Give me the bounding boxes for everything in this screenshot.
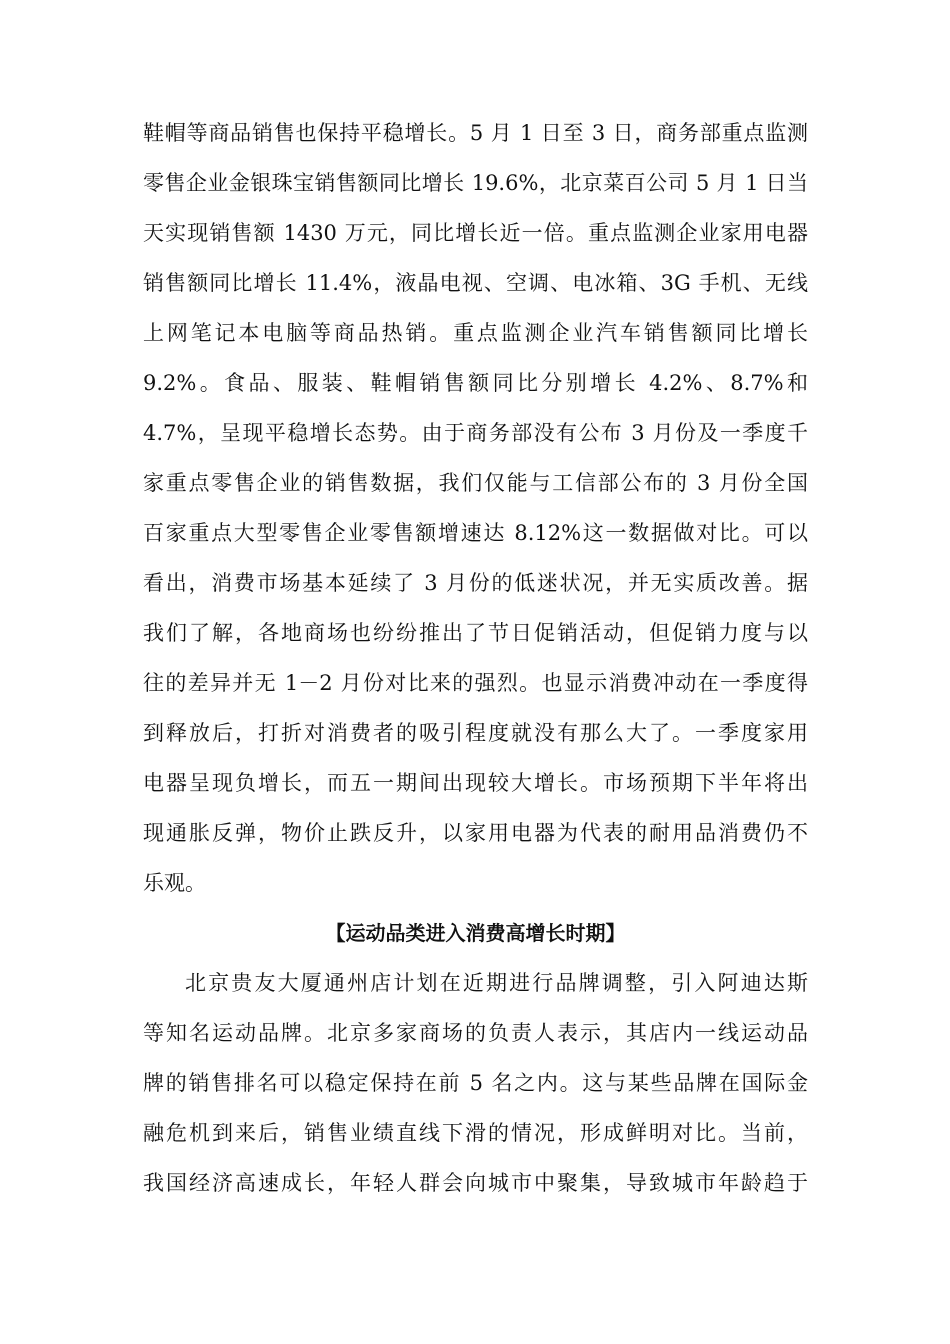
paragraph-line: 上网笔记本电脑等商品热销。重点监测企业汽车销售额同比增长	[143, 321, 808, 345]
paragraph-sales-overview	[143, 108, 808, 908]
paragraph-line: 销售额同比增长 11.4%，液晶电视、空调、电冰箱、3G 手机、无线	[143, 271, 808, 295]
paragraph-line: 天实现销售额 1430 万元，同比增长近一倍。重点监测企业家用电器	[143, 221, 808, 245]
paragraph-line: 等知名运动品牌。北京多家商场的负责人表示，其店内一线运动品	[143, 1021, 808, 1045]
paragraph-line: 我们了解，各地商场也纷纷推出了节日促销活动，但促销力度与以	[143, 621, 808, 645]
paragraph-line: 百家重点大型零售企业零售额增速达 8.12%这一数据做对比。可以	[143, 521, 808, 545]
paragraph-line: 乐观。	[143, 871, 206, 895]
paragraph-line: 看出，消费市场基本延续了 3 月份的低迷状况，并无实质改善。据	[143, 571, 808, 595]
paragraph-line: 牌的销售排名可以稳定保持在前 5 名之内。这与某些品牌在国际金	[143, 1071, 808, 1095]
paragraph-line: 鞋帽等商品销售也保持平稳增长。5 月 1 日至 3 日，商务部重点监测	[143, 121, 808, 145]
paragraph-line: 往的差异并无 1－2 月份对比来的强烈。也显示消费冲动在一季度得	[143, 671, 808, 695]
paragraph-line: 融危机到来后，销售业绩直线下滑的情况，形成鲜明对比。当前，	[143, 1121, 808, 1145]
paragraph-sports-brands	[143, 958, 808, 1208]
paragraph-line: 现通胀反弹，物价止跌反升，以家用电器为代表的耐用品消费仍不	[143, 821, 808, 845]
paragraph-line: 我国经济高速成长，年轻人群会向城市中聚集，导致城市年龄趋于	[143, 1171, 808, 1195]
document-body	[143, 108, 808, 1208]
paragraph-line: 4.7%，呈现平稳增长态势。由于商务部没有公布 3 月份及一季度千	[143, 421, 808, 445]
paragraph-line: 北京贵友大厦通州店计划在近期进行品牌调整，引入阿迪达斯	[185, 971, 808, 995]
section-heading: 【运动品类进入消费高增长时期】	[325, 921, 626, 945]
paragraph-line: 9.2%。食品、服装、鞋帽销售额同比分别增长 4.2%、8.7%和	[143, 371, 808, 395]
paragraph-line: 到释放后，打折对消费者的吸引程度就没有那么大了。一季度家用	[143, 721, 808, 745]
paragraph-line: 零售企业金银珠宝销售额同比增长 19.6%，北京菜百公司 5 月 1 日当	[143, 171, 808, 195]
paragraph-line: 电器呈现负增长，而五一期间出现较大增长。市场预期下半年将出	[143, 771, 808, 795]
paragraph-line: 家重点零售企业的销售数据，我们仅能与工信部公布的 3 月份全国	[143, 471, 808, 495]
